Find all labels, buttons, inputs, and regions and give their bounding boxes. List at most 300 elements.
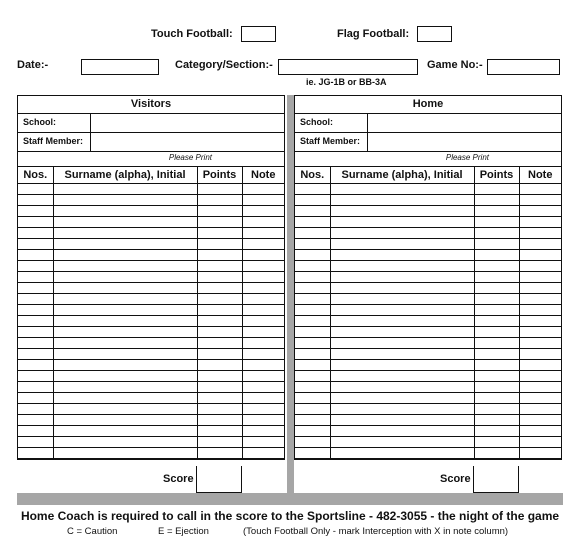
home-cell-note[interactable] [519, 228, 561, 239]
visitors-cell-nos[interactable] [18, 250, 53, 261]
visitors-table-row [18, 404, 284, 415]
home-cell-points[interactable] [474, 371, 519, 382]
visitors-cell-points[interactable] [197, 184, 242, 195]
home-cell-note[interactable] [519, 316, 561, 327]
visitors-cell-surname[interactable] [53, 206, 197, 217]
visitors-title: Visitors [18, 96, 284, 114]
visitors-cell-nos[interactable] [18, 316, 53, 327]
home-cell-nos[interactable] [295, 393, 330, 404]
home-cell-note[interactable] [519, 283, 561, 294]
home-cell-surname[interactable] [330, 272, 474, 283]
visitors-staff-field[interactable] [90, 133, 284, 152]
visitors-cell-points[interactable] [197, 305, 242, 316]
category-label: Category/Section:- [175, 59, 273, 71]
visitors-cell-points[interactable] [197, 448, 242, 459]
visitors-table-row [18, 228, 284, 239]
home-table-row [295, 206, 561, 217]
visitors-cell-points[interactable] [197, 349, 242, 360]
visitors-cell-note[interactable] [242, 250, 284, 261]
home-cell-note[interactable] [519, 239, 561, 250]
visitors-cell-note[interactable] [242, 415, 284, 426]
visitors-cell-note[interactable] [242, 239, 284, 250]
touch-football-note: (Touch Football Only - mark Interception with X in note column) [243, 526, 509, 537]
visitors-cell-points[interactable] [197, 294, 242, 305]
visitors-score-row [17, 466, 285, 493]
home-cell-surname[interactable] [330, 283, 474, 294]
visitors-cell-nos[interactable] [18, 360, 53, 371]
visitors-cell-note[interactable] [242, 195, 284, 206]
home-cell-nos[interactable] [295, 217, 330, 228]
home-cell-surname[interactable] [330, 305, 474, 316]
home-table-row [295, 426, 561, 437]
home-cell-note[interactable] [519, 338, 561, 349]
visitors-cell-note[interactable] [242, 228, 284, 239]
home-cell-points[interactable] [474, 184, 519, 195]
visitors-col-nos: Nos. [18, 167, 53, 184]
visitors-table-row [18, 382, 284, 393]
visitors-cell-points[interactable] [197, 195, 242, 206]
visitors-cell-note[interactable] [242, 382, 284, 393]
home-table-row [295, 371, 561, 382]
home-cell-note[interactable] [519, 261, 561, 272]
home-cell-surname[interactable] [330, 393, 474, 404]
visitors-table-row [18, 426, 284, 437]
home-cell-nos[interactable] [295, 316, 330, 327]
visitors-cell-note[interactable] [242, 437, 284, 448]
home-cell-surname[interactable] [330, 415, 474, 426]
visitors-table-row [18, 217, 284, 228]
home-cell-surname[interactable] [330, 448, 474, 459]
home-cell-note[interactable] [519, 217, 561, 228]
visitors-table-row [18, 272, 284, 283]
home-cell-nos[interactable] [295, 404, 330, 415]
home-cell-surname[interactable] [330, 184, 474, 195]
visitors-table-row [18, 448, 284, 459]
visitors-cell-note[interactable] [242, 338, 284, 349]
visitors-cell-nos[interactable] [18, 239, 53, 250]
visitors-cell-note[interactable] [242, 404, 284, 415]
home-staff-field[interactable] [367, 133, 561, 152]
home-table-row [295, 283, 561, 294]
visitors-cell-surname[interactable] [53, 360, 197, 371]
visitors-cell-surname[interactable] [53, 426, 197, 437]
home-cell-note[interactable] [519, 327, 561, 338]
visitors-table-row [18, 415, 284, 426]
bottom-divider-bar [17, 493, 563, 505]
visitors-cell-surname[interactable] [53, 184, 197, 195]
visitors-cell-surname[interactable] [53, 327, 197, 338]
home-title: Home [295, 96, 561, 114]
visitors-cell-points[interactable] [197, 382, 242, 393]
home-cell-points[interactable] [474, 261, 519, 272]
visitors-school-field[interactable] [90, 114, 284, 133]
visitors-cell-nos[interactable] [18, 327, 53, 338]
home-cell-surname[interactable] [330, 239, 474, 250]
visitors-cell-surname[interactable] [53, 448, 197, 459]
visitors-cell-surname[interactable] [53, 217, 197, 228]
visitors-cell-note[interactable] [242, 448, 284, 459]
home-table-row [295, 415, 561, 426]
home-cell-nos[interactable] [295, 228, 330, 239]
home-cell-surname[interactable] [330, 404, 474, 415]
home-table-row [295, 393, 561, 404]
home-cell-nos[interactable] [295, 206, 330, 217]
visitors-cell-nos[interactable] [18, 437, 53, 448]
visitors-cell-surname[interactable] [53, 283, 197, 294]
home-cell-surname[interactable] [330, 250, 474, 261]
visitors-cell-note[interactable] [242, 360, 284, 371]
home-cell-nos[interactable] [295, 448, 330, 459]
visitors-cell-points[interactable] [197, 239, 242, 250]
home-cell-nos[interactable] [295, 415, 330, 426]
home-cell-note[interactable] [519, 294, 561, 305]
home-score-row [294, 466, 562, 493]
home-cell-points[interactable] [474, 228, 519, 239]
home-school-field[interactable] [367, 114, 561, 133]
visitors-col-points: Points [197, 167, 242, 184]
visitors-table-row [18, 316, 284, 327]
home-cell-points[interactable] [474, 272, 519, 283]
visitors-cell-points[interactable] [197, 338, 242, 349]
home-table-row [295, 382, 561, 393]
visitors-cell-surname[interactable] [53, 294, 197, 305]
visitors-cell-points[interactable] [197, 316, 242, 327]
visitors-cell-points[interactable] [197, 228, 242, 239]
date-field[interactable] [81, 59, 159, 75]
home-table-row [295, 217, 561, 228]
home-cell-surname[interactable] [330, 437, 474, 448]
home-cell-points[interactable] [474, 250, 519, 261]
home-cell-surname[interactable] [330, 382, 474, 393]
visitors-cell-note[interactable] [242, 426, 284, 437]
visitors-table-row [18, 349, 284, 360]
home-cell-nos[interactable] [295, 338, 330, 349]
touch-football-checkbox[interactable] [241, 26, 276, 42]
home-table-row [295, 338, 561, 349]
home-cell-nos[interactable] [295, 184, 330, 195]
visitors-cell-nos[interactable] [18, 448, 53, 459]
home-score-field[interactable] [473, 466, 519, 493]
visitors-please-print: Please Print [168, 153, 212, 162]
home-cell-nos[interactable] [295, 195, 330, 206]
visitors-cell-nos[interactable] [18, 272, 53, 283]
visitors-cell-note[interactable] [242, 184, 284, 195]
home-cell-points[interactable] [474, 217, 519, 228]
visitors-cell-points[interactable] [197, 250, 242, 261]
home-cell-nos[interactable] [295, 349, 330, 360]
home-cell-points[interactable] [474, 404, 519, 415]
home-table-row [295, 261, 561, 272]
home-cell-note[interactable] [519, 404, 561, 415]
home-table-row [295, 327, 561, 338]
visitors-cell-nos[interactable] [18, 426, 53, 437]
visitors-col-surname: Surname (alpha), Initial [53, 167, 197, 184]
visitors-cell-surname[interactable] [53, 371, 197, 382]
home-cell-note[interactable] [519, 272, 561, 283]
visitors-cell-nos[interactable] [18, 206, 53, 217]
home-cell-points[interactable] [474, 283, 519, 294]
visitors-cell-surname[interactable] [53, 404, 197, 415]
home-table-row [295, 305, 561, 316]
visitors-cell-note[interactable] [242, 283, 284, 294]
home-cell-note[interactable] [519, 426, 561, 437]
home-cell-note[interactable] [519, 305, 561, 316]
home-score-label: Score [440, 473, 471, 485]
home-cell-points[interactable] [474, 294, 519, 305]
visitors-cell-nos[interactable] [18, 415, 53, 426]
home-cell-points[interactable] [474, 437, 519, 448]
visitors-cell-points[interactable] [197, 437, 242, 448]
home-cell-surname[interactable] [330, 360, 474, 371]
visitors-table-row [18, 261, 284, 272]
visitors-table-row [18, 437, 284, 448]
visitors-staff-label: Staff Member: [23, 136, 84, 146]
visitors-cell-nos[interactable] [18, 261, 53, 272]
flag-football-checkbox[interactable] [417, 26, 452, 42]
visitors-cell-points[interactable] [197, 360, 242, 371]
home-cell-note[interactable] [519, 184, 561, 195]
home-table-row [295, 228, 561, 239]
visitors-cell-points[interactable] [197, 217, 242, 228]
caution-legend: C = Caution [67, 526, 118, 537]
visitors-cell-surname[interactable] [53, 272, 197, 283]
home-cell-nos[interactable] [295, 327, 330, 338]
home-cell-surname[interactable] [330, 327, 474, 338]
visitors-staff-row [18, 133, 284, 152]
home-cell-note[interactable] [519, 448, 561, 459]
game-number-field[interactable] [487, 59, 560, 75]
visitors-cell-nos[interactable] [18, 349, 53, 360]
home-cell-nos[interactable] [295, 382, 330, 393]
visitors-cell-surname[interactable] [53, 195, 197, 206]
home-table-row [295, 195, 561, 206]
visitors-cell-surname[interactable] [53, 415, 197, 426]
home-cell-surname[interactable] [330, 316, 474, 327]
visitors-cell-nos[interactable] [18, 228, 53, 239]
home-cell-surname[interactable] [330, 338, 474, 349]
flag-football-label: Flag Football: [337, 28, 410, 40]
home-cell-points[interactable] [474, 349, 519, 360]
visitors-cell-surname[interactable] [53, 250, 197, 261]
visitors-table-row [18, 239, 284, 250]
visitors-cell-nos[interactable] [18, 294, 53, 305]
visitors-cell-surname[interactable] [53, 316, 197, 327]
visitors-cell-surname[interactable] [53, 349, 197, 360]
home-cell-points[interactable] [474, 415, 519, 426]
visitors-score-field[interactable] [196, 466, 242, 493]
home-cell-points[interactable] [474, 305, 519, 316]
home-cell-nos[interactable] [295, 360, 330, 371]
visitors-cell-note[interactable] [242, 316, 284, 327]
visitors-cell-points[interactable] [197, 393, 242, 404]
visitors-please-print-row [18, 152, 284, 167]
visitors-table-row [18, 283, 284, 294]
ejection-legend: E = Ejection [158, 526, 209, 537]
visitors-table-row [18, 195, 284, 206]
visitors-score-label: Score [163, 473, 194, 485]
home-col-note: Note [519, 167, 561, 184]
visitors-cell-surname[interactable] [53, 239, 197, 250]
visitors-cell-nos[interactable] [18, 393, 53, 404]
visitors-cell-points[interactable] [197, 261, 242, 272]
visitors-cell-note[interactable] [242, 371, 284, 382]
home-cell-points[interactable] [474, 338, 519, 349]
home-table-row [295, 360, 561, 371]
home-cell-surname[interactable] [330, 228, 474, 239]
home-table-row [295, 239, 561, 250]
home-staff-label: Staff Member: [300, 136, 361, 146]
visitors-panel [17, 95, 285, 460]
home-cell-note[interactable] [519, 206, 561, 217]
home-cell-note[interactable] [519, 195, 561, 206]
home-please-print: Please Print [445, 153, 489, 162]
visitors-cell-points[interactable] [197, 206, 242, 217]
visitors-cell-surname[interactable] [53, 382, 197, 393]
home-table-row [295, 448, 561, 459]
home-cell-nos[interactable] [295, 294, 330, 305]
home-cell-points[interactable] [474, 195, 519, 206]
visitors-cell-note[interactable] [242, 327, 284, 338]
visitors-school-row [18, 114, 284, 133]
home-cell-points[interactable] [474, 206, 519, 217]
home-table-row [295, 437, 561, 448]
visitors-cell-points[interactable] [197, 283, 242, 294]
visitors-cell-note[interactable] [242, 393, 284, 404]
home-table-row [295, 404, 561, 415]
visitors-cell-surname[interactable] [53, 393, 197, 404]
home-cell-note[interactable] [519, 360, 561, 371]
home-cell-surname[interactable] [330, 206, 474, 217]
home-cell-note[interactable] [519, 415, 561, 426]
category-hint: ie. JG-1B or BB-3A [306, 77, 387, 87]
visitors-cell-nos[interactable] [18, 338, 53, 349]
visitors-col-note: Note [242, 167, 284, 184]
visitors-roster-table [18, 167, 284, 459]
home-cell-surname[interactable] [330, 294, 474, 305]
home-cell-nos[interactable] [295, 426, 330, 437]
visitors-cell-surname[interactable] [53, 338, 197, 349]
visitors-cell-note[interactable] [242, 206, 284, 217]
date-label: Date:- [17, 59, 49, 71]
home-cell-surname[interactable] [330, 371, 474, 382]
home-col-points: Points [474, 167, 519, 184]
category-field[interactable] [278, 59, 418, 75]
home-cell-nos[interactable] [295, 305, 330, 316]
home-roster-table [295, 167, 561, 459]
home-table-row [295, 250, 561, 261]
visitors-table-row [18, 305, 284, 316]
home-cell-surname[interactable] [330, 426, 474, 437]
visitors-table-row [18, 360, 284, 371]
visitors-cell-nos[interactable] [18, 217, 53, 228]
visitors-table-row [18, 338, 284, 349]
home-cell-points[interactable] [474, 426, 519, 437]
visitors-cell-note[interactable] [242, 305, 284, 316]
home-cell-points[interactable] [474, 360, 519, 371]
visitors-table-row [18, 371, 284, 382]
home-cell-surname[interactable] [330, 261, 474, 272]
home-cell-surname[interactable] [330, 349, 474, 360]
visitors-cell-nos[interactable] [18, 283, 53, 294]
home-cell-points[interactable] [474, 448, 519, 459]
home-cell-note[interactable] [519, 371, 561, 382]
home-table-row [295, 316, 561, 327]
home-cell-nos[interactable] [295, 283, 330, 294]
visitors-cell-surname[interactable] [53, 261, 197, 272]
sportsline-notice: Home Coach is required to call in the score to the Sportsline - 482-3055 - the night of the game [20, 509, 560, 523]
visitors-cell-nos[interactable] [18, 184, 53, 195]
home-cell-nos[interactable] [295, 261, 330, 272]
visitors-table-row [18, 393, 284, 404]
home-cell-points[interactable] [474, 382, 519, 393]
center-divider [287, 95, 294, 493]
visitors-cell-nos[interactable] [18, 195, 53, 206]
visitors-cell-nos[interactable] [18, 404, 53, 415]
visitors-cell-nos[interactable] [18, 382, 53, 393]
home-cell-points[interactable] [474, 316, 519, 327]
visitors-cell-surname[interactable] [53, 437, 197, 448]
home-cell-note[interactable] [519, 437, 561, 448]
home-cell-note[interactable] [519, 250, 561, 261]
home-staff-row [295, 133, 561, 152]
home-cell-surname[interactable] [330, 195, 474, 206]
home-cell-points[interactable] [474, 239, 519, 250]
visitors-cell-nos[interactable] [18, 305, 53, 316]
home-cell-nos[interactable] [295, 371, 330, 382]
home-table-row [295, 294, 561, 305]
home-please-print-row [295, 152, 561, 167]
touch-football-label: Touch Football: [151, 28, 233, 40]
home-col-nos: Nos. [295, 167, 330, 184]
visitors-table-row [18, 184, 284, 195]
home-cell-points[interactable] [474, 393, 519, 404]
visitors-cell-nos[interactable] [18, 371, 53, 382]
home-panel [294, 95, 562, 460]
visitors-cell-note[interactable] [242, 272, 284, 283]
visitors-school-label: School: [23, 117, 56, 127]
visitors-table-row [18, 206, 284, 217]
visitors-cell-points[interactable] [197, 426, 242, 437]
home-cell-nos[interactable] [295, 437, 330, 448]
visitors-cell-points[interactable] [197, 371, 242, 382]
home-cell-nos[interactable] [295, 272, 330, 283]
home-cell-nos[interactable] [295, 239, 330, 250]
visitors-table-row [18, 250, 284, 261]
visitors-table-row [18, 294, 284, 305]
visitors-cell-surname[interactable] [53, 228, 197, 239]
visitors-cell-surname[interactable] [53, 305, 197, 316]
visitors-cell-note[interactable] [242, 349, 284, 360]
game-number-label: Game No:- [427, 59, 483, 71]
home-cell-nos[interactable] [295, 250, 330, 261]
home-cell-surname[interactable] [330, 217, 474, 228]
home-col-surname: Surname (alpha), Initial [330, 167, 474, 184]
home-cell-note[interactable] [519, 382, 561, 393]
visitors-cell-points[interactable] [197, 404, 242, 415]
visitors-cell-note[interactable] [242, 217, 284, 228]
visitors-cell-points[interactable] [197, 415, 242, 426]
home-school-label: School: [300, 117, 333, 127]
visitors-cell-points[interactable] [197, 327, 242, 338]
visitors-table-row [18, 327, 284, 338]
home-cell-points[interactable] [474, 327, 519, 338]
visitors-cell-note[interactable] [242, 294, 284, 305]
visitors-cell-points[interactable] [197, 272, 242, 283]
visitors-cell-note[interactable] [242, 261, 284, 272]
home-cell-note[interactable] [519, 393, 561, 404]
home-cell-note[interactable] [519, 349, 561, 360]
home-school-row [295, 114, 561, 133]
